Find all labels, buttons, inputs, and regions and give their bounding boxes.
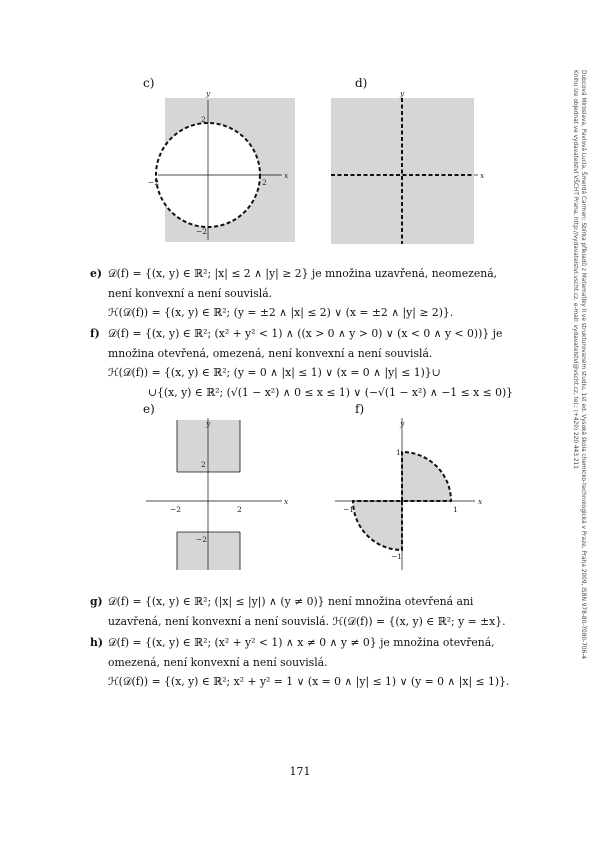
- figure-label-f: f): [355, 402, 365, 416]
- x-axis-label: x: [480, 171, 485, 180]
- figure-e: [140, 414, 300, 574]
- item-e: [90, 264, 530, 323]
- figure-label-d: d): [355, 76, 368, 90]
- item-line: 𝒟(f) = {(x, y) ∈ ℝ²; (x² + y² < 1) ∧ ((x > 0 ∧ y > 0) ∨ (x < 0 ∧ y < 0))} je: [108, 327, 503, 340]
- upper-quarter-disc: [402, 452, 451, 501]
- item-line: množina otevřená, omezená, není konvexní a není souvislá.: [108, 346, 433, 360]
- tick-label-1-y: 1: [396, 448, 401, 457]
- x-axis-label: x: [478, 497, 483, 506]
- tick-label-neg2-y: −2: [196, 227, 208, 236]
- citation-line: Knihu lze objednat ve vydavatelství VŠCHT Praha, http://vydavatelstvi.vscht.cz, e-mail: vydavatelstvi@vscht.cz, tel.: (+420) 220 443 211: [572, 70, 578, 469]
- margin-citation: [571, 70, 587, 660]
- figure-c-plot: [140, 88, 300, 248]
- item-label: g): [90, 595, 103, 608]
- tick-label-1-x: 1: [453, 505, 458, 514]
- item-label: f): [90, 327, 100, 340]
- tick-label-2-y: 2: [201, 115, 206, 124]
- tick-label-2-x: 2: [262, 178, 267, 187]
- item-line: omezená, není konvexní a není souvislá.: [108, 655, 328, 669]
- tick-label-neg1-y: −1: [391, 552, 403, 561]
- figure-e-plot: [140, 414, 300, 574]
- tick-label-2-x: 2: [237, 505, 242, 514]
- tick-label-2-y: 2: [201, 460, 206, 469]
- item-f: [90, 324, 530, 402]
- lower-quarter-disc: [353, 501, 402, 550]
- figure-d-plot: [325, 88, 495, 248]
- item-line: ∪{(x, y) ∈ ℝ²; (√(1 − x²) ∧ 0 ≤ x ≤ 1) ∨ (−√(1 − x²) ∧ −1 ≤ x ≤ 0)}: [148, 385, 514, 399]
- tick-label-neg2-x: −2: [148, 178, 160, 187]
- item-label: h): [90, 636, 103, 649]
- x-axis-label: x: [284, 171, 289, 180]
- item-g: [90, 592, 530, 631]
- item-h: [90, 633, 530, 692]
- lower-region: [177, 532, 240, 570]
- y-axis-label: y: [400, 419, 405, 428]
- figure-f-plot: [325, 414, 495, 574]
- item-line: ℋ(𝒟(f)) = {(x, y) ∈ ℝ²; (y = ±2 ∧ |x| ≤ 2) ∨ (x = ±2 ∧ |y| ≥ 2)}.: [108, 306, 454, 319]
- item-line: není konvexní a není souvislá.: [108, 286, 273, 300]
- item-line: 𝒟(f) = {(x, y) ∈ ℝ²; (x² + y² < 1) ∧ x ≠ 0 ∧ y ≠ 0} je množina otevřená,: [108, 636, 495, 649]
- tick-label-neg1-x: −1: [343, 505, 355, 514]
- item-line: 𝒟(f) = {(x, y) ∈ ℝ²; |x| ≤ 2 ∧ |y| ≥ 2} je množina uzavřená, neomezená,: [108, 267, 498, 280]
- figure-label-e: e): [143, 402, 155, 416]
- item-line: ℋ(𝒟(f)) = {(x, y) ∈ ℝ²; x² + y² = 1 ∨ (x = 0 ∧ |y| ≤ 1) ∨ (y = 0 ∧ |x| ≤ 1)}.: [108, 675, 510, 688]
- tick-label-neg2-y: −2: [196, 535, 208, 544]
- item-line: ℋ(𝒟(f)) = {(x, y) ∈ ℝ²; (y = 0 ∧ |x| ≤ 1) ∨ (x = 0 ∧ |y| ≤ 1)}∪: [108, 366, 441, 379]
- y-axis-label: y: [400, 89, 405, 98]
- figure-c: [140, 88, 300, 248]
- tick-label-neg2-x: −2: [170, 505, 182, 514]
- item-line: uzavřená, není konvexní a není souvislá. ℋ(𝒟(f)) = {(x, y) ∈ ℝ²; y = ±x}.: [108, 614, 506, 628]
- item-line: 𝒟(f) = {(x, y) ∈ ℝ²; (|x| ≤ |y|) ∧ (y ≠ 0)} není množina otevřená ani: [108, 595, 474, 608]
- page-number: 171: [289, 765, 311, 778]
- item-label: e): [90, 267, 102, 280]
- figure-f: [325, 414, 495, 574]
- y-axis-label: y: [206, 419, 211, 428]
- x-axis-label: x: [284, 497, 289, 506]
- y-axis-label: y: [206, 89, 211, 98]
- citation-line: Dubcová Miroslava, Pavlová Lucia, Šmerdá Carmen: Sbírka příkladů z Matematiky II ve strukturovaném studiu, 1st ed. Vysoká škola chemicko-technologická v Praze, Praha 2009, ISBN 978-80-7080-706-4: [580, 70, 586, 660]
- figure-d: [325, 88, 495, 248]
- figure-label-c: c): [143, 76, 155, 90]
